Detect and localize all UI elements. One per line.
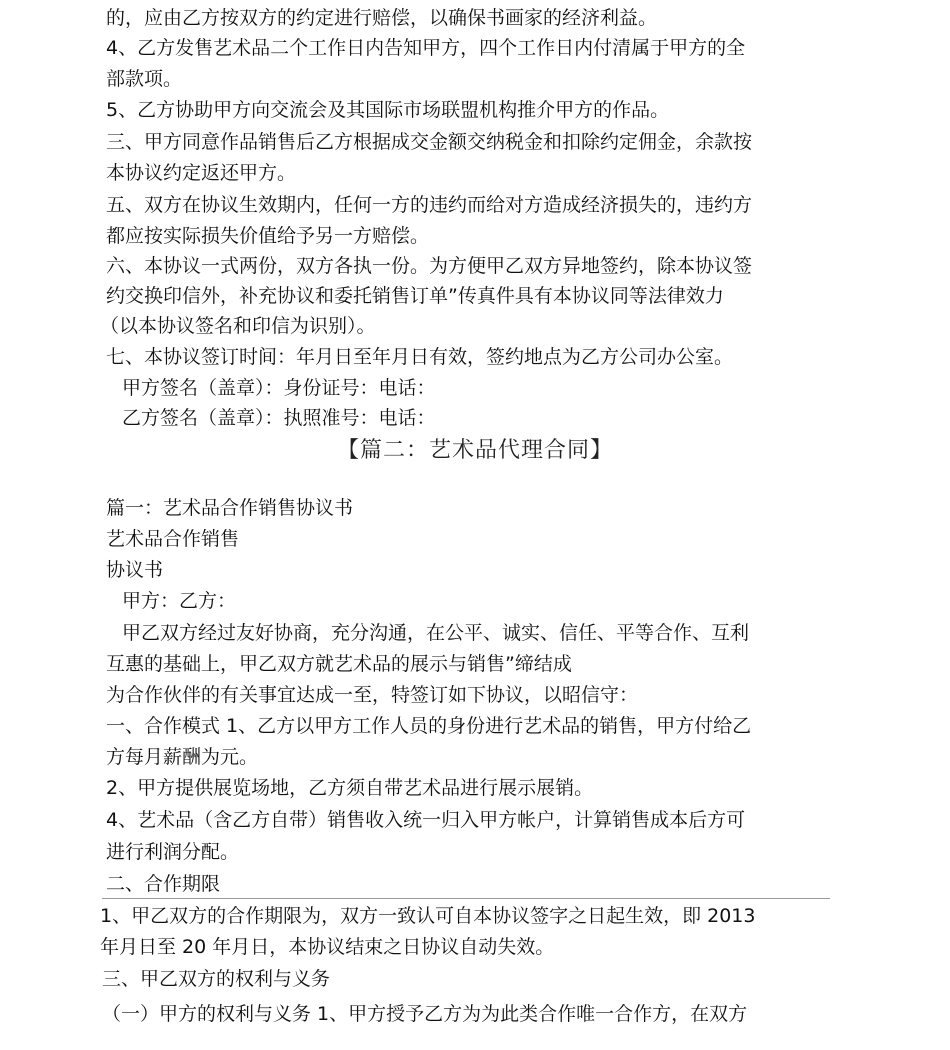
text-line: 方每月薪酬为元。 <box>106 746 259 768</box>
text-line: 2、甲方提供展览场地，乙方须自带艺术品进行展示展销。 <box>106 777 594 799</box>
text-line: （以本协议签名和印信为识别）。 <box>100 315 376 337</box>
text-line: 甲方：乙方： <box>122 590 237 612</box>
section-title: 【篇二：艺术品代理合同】 <box>336 438 613 463</box>
text-line: 互惠的基础上，甲乙双方就艺术品的展示与销售”缔结成 <box>106 653 572 675</box>
text-line: 篇一：艺术品合作销售协议书 <box>106 497 354 519</box>
text-line: 二、合作期限 <box>106 873 221 895</box>
text-line: 部款项。 <box>106 68 183 90</box>
text-line: 约交换印信外，补充协议和委托销售订单”传真件具有本协议同等法律效力 <box>106 285 724 307</box>
text-line: 本协议约定返还甲方。 <box>106 162 297 184</box>
text-line: 年月日至 20 年月日，本协议结束之日协议自动失效。 <box>100 936 555 958</box>
text-line: 艺术品合作销售 <box>106 528 240 550</box>
divider <box>102 898 830 899</box>
text-line: 协议书 <box>106 559 164 581</box>
text-line: 5、乙方协助甲方向交流会及其国际市场联盟机构推介甲方的作品。 <box>106 99 670 121</box>
text-line: 五、双方在协议生效期内，任何一方的违约而给对方造成经济损失的，违约方 <box>106 194 753 216</box>
signature-line-party-a: 甲方签名（盖章）：身份证号：电话： <box>122 377 436 399</box>
signature-line-party-b: 乙方签名（盖章）：执照准号：电话： <box>122 407 436 429</box>
text-line: 4、艺术品（含乙方自带）销售收入统一归入甲方帐户，计算销售成本后方可 <box>106 809 746 831</box>
text-line: 三、甲方同意作品销售后乙方根据成交金额交纳税金和扣除约定佣金，余款按 <box>106 131 753 153</box>
text-line: 进行利润分配。 <box>106 841 240 863</box>
text-line: 1、甲乙双方的合作期限为，双方一致认可自本协议签字之日起生效，即 2013 <box>100 905 756 927</box>
text-line: 甲乙双方经过友好协商，充分沟通，在公平、诚实、信任、平等合作、互利 <box>122 622 750 644</box>
text-line: 一、合作模式 1、乙方以甲方工作人员的身份进行艺术品的销售，甲方付给乙 <box>106 715 752 737</box>
text-line: 三、甲乙双方的权利与义务 <box>102 968 331 990</box>
text-line: 七、本协议签订时间：年月日至年月日有效，签约地点为乙方公司办公室。 <box>106 346 734 368</box>
text-line: 的，应由乙方按双方的约定进行赔偿，以确保书画家的经济利益。 <box>106 7 658 29</box>
text-line: 为合作伙伴的有关事宜达成一至，特签订如下协议，以昭信守： <box>106 684 639 706</box>
text-line: 都应按实际损失价值给予另一方赔偿。 <box>106 225 430 247</box>
text-line: 4、乙方发售艺术品二个工作日内告知甲方，四个工作日内付清属于甲方的全 <box>106 37 746 59</box>
text-line: （一）甲方的权利与义务 1、甲方授予乙方为为此类合作唯一合作方，在双方 <box>102 1003 748 1025</box>
text-line: 六、本协议一式两份，双方各执一份。为方便甲乙双方异地签约，除本协议签 <box>106 255 753 277</box>
